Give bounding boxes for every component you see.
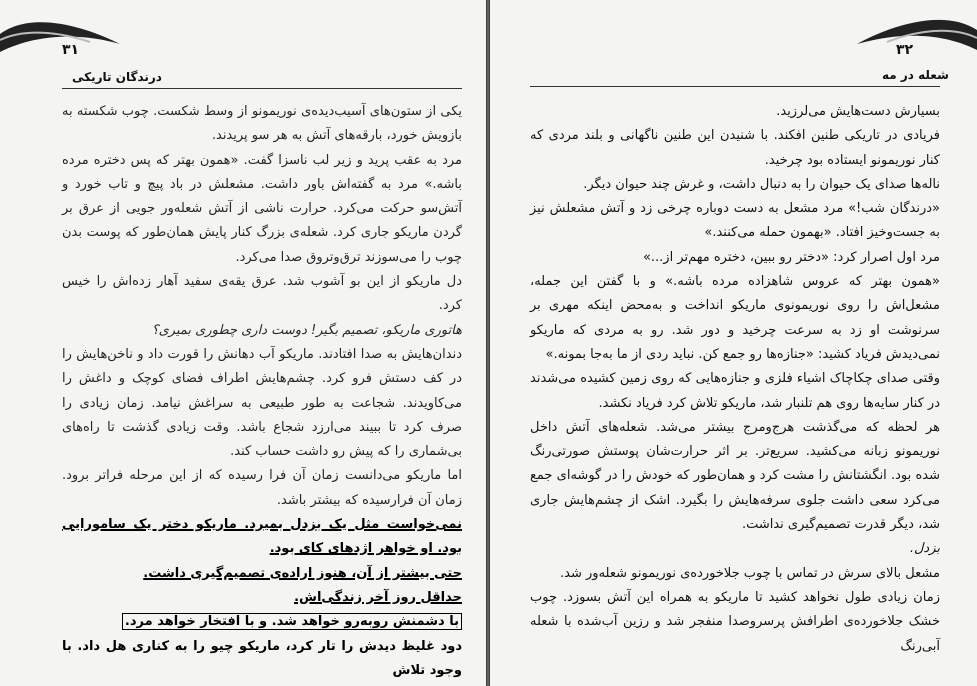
paragraph: مرد اول اصرار کرد: «دختر رو ببین، دختره مهم‌تر از...» bbox=[642, 249, 940, 265]
italic-thought: هاتوری ماریکو، تصمیم بگیر! دوست داری چطوری بمیری؟ bbox=[151, 322, 462, 338]
chapter-title: شعله در مه bbox=[882, 68, 949, 82]
underlined-line: نمی‌خواست مثل یک بزدل بمیرد. ماریکو دختر یک سامورایی بود. او خواهر اژدهای کای بود. bbox=[62, 517, 462, 557]
right-page bbox=[490, 0, 977, 686]
paragraph: فریادی در تاریکی طنین افکند. با شنیدن این طنین ناگهانی و بلند مردی که کنار نوریمونو ایستاده بود چرخید. bbox=[530, 128, 940, 168]
left-page bbox=[0, 0, 487, 686]
header-swoosh-ornament bbox=[0, 0, 140, 70]
page-number: ۳۱ bbox=[62, 42, 80, 58]
left-page-body bbox=[62, 100, 462, 683]
paragraph: دود غلیظ دیدش را تار کرد، ماریکو چیو را به کناری هل داد. با وجود تلاش bbox=[62, 638, 462, 678]
boxed-line: با دشمنش روبه‌رو خواهد شد. و با افتخار خواهد مرد. bbox=[122, 613, 462, 630]
italic-thought: بزدل. bbox=[909, 541, 940, 557]
header-swoosh-ornament bbox=[837, 0, 977, 70]
right-page-body bbox=[530, 100, 940, 659]
chapter-title: درندگان تاریکی bbox=[72, 70, 162, 84]
paragraph: هر لحظه که می‌گذشت هرج‌ومرج بیشتر می‌شد. شعله‌های آتش داخل نوریمونو زبانه می‌کشید. سریع‌تر. بر اثر حرارت‌شان پوستش صورتی‌رنگ شده بود. انگشتانش را مشت کرد و همان‌طور که خودش را در گوشه‌ای جمع می‌کرد سعی داشت جلوی سرفه‌هایش را بگیرد. اشک از چشم‌هایش جاری شد، دیگر قدرت تصمیم‌گیری نداشت. bbox=[530, 419, 940, 533]
paragraph: اما ماریکو می‌دانست زمان آن فرا رسیده که از این مرحله فراتر برود. زمان آن فرارسیده که بیشتر باشد. bbox=[62, 468, 462, 508]
paragraph: «همون بهتر که عروس شاهزاده مرده باشه.» و با گفتن این جمله، مشعل‌اش را روی نوریمونوی ماریکو انداخت و به‌محض اینکه مهری بر سرنوشت او زد به سرعت چرخید و دور شد. رو به مردی که ماریکو نمی‌دیدش فریاد کشید: «جنازه‌ها رو جمع کن. نباید ردی از ما به‌جا بمونه.» bbox=[530, 274, 940, 362]
paragraph: یکی از ستون‌های آسیب‌دیده‌ی نوریمونو از وسط شکست. چوب شکسته به بازویش خورد، بارقه‌های آتش به هر سو پریدند. bbox=[62, 104, 462, 144]
paragraph: دندان‌هایش به صدا افتادند. ماریکو آب دهانش را قورت داد و ناخن‌هایش را در کف دستش فرو کرد. چشم‌هایش اطراف فضای کوچک و داغش را می‌کاویدند. شجاعت به طور طبیعی به سراغش نیامد. زمان زیادی را صرف کرد تا ببیند می‌ارزد شجاع باشد. وقت زیادی گذشت تا راه‌های بی‌شماری را که پیش رو داشت حساب کند. bbox=[62, 346, 462, 460]
paragraph: ناله‌ها صدای یک حیوان را به دنبال داشت، و غرش چند حیوان دیگر. bbox=[583, 176, 940, 192]
header-rule bbox=[62, 88, 462, 89]
underlined-line: حتی بیشتر از آن، هنوز اراده‌ی تصمیم‌گیری داشت. bbox=[143, 565, 462, 581]
paragraph: دل ماریکو از این بو آشوب شد. عرق یقه‌ی سفید آهار زده‌اش را خیس کرد. bbox=[62, 274, 462, 314]
paragraph: مرد به عقب پرید و زیر لب ناسزا گفت. «همون بهتر که پس دختره مرده باشه.» مرد به گفته‌اش باور داشت. مشعلش در باد پیچ و تاب خورد و آتش‌سو حرکت می‌کرد. حرارت ناشی از آتش شعله‌ور جویی از عرق بر گردن ماریکو جاری کرد. شعله‌ی بزرگ کنار پایش همان‌طور که پوست بدن چوب را می‌سوزند ترق‌وتروق صدا می‌کرد. bbox=[62, 152, 462, 265]
header-rule bbox=[530, 86, 940, 87]
paragraph: وقتی صدای چکاچاک اشیاء فلزی و جنازه‌هایی که روی زمین کشیده می‌شدند در کنار سایه‌ها روی هم تلنبار شد، ماریکو تلاش کرد فریاد نکشد. bbox=[530, 371, 940, 411]
paragraph: بسیارش دست‌هایش می‌لرزید. bbox=[776, 104, 940, 119]
page-number: ۳۲ bbox=[896, 42, 914, 58]
paragraph: «درندگان شب!» مرد مشعل به دست دوباره چرخی زد و آتش مشعلش نیز به جست‌وخیز افتاد. «بهمون حمله می‌کنند.» bbox=[530, 201, 940, 241]
paragraph: زمان زیادی طول نخواهد کشید تا ماریکو به همراه این آتش بسوزد. چوب خشک جلاخورده‌ی اطرافش پرسروصدا منفجر شد و رزین آب‌شده با شعله آبی‌رنگ bbox=[530, 589, 940, 654]
underlined-line: حداقل روز آخر زندگی‌اش. bbox=[294, 589, 462, 605]
paragraph: مشعل بالای سرش در تماس با چوب جلاخورده‌ی نوریمونو شعله‌ور شد. bbox=[560, 565, 940, 581]
